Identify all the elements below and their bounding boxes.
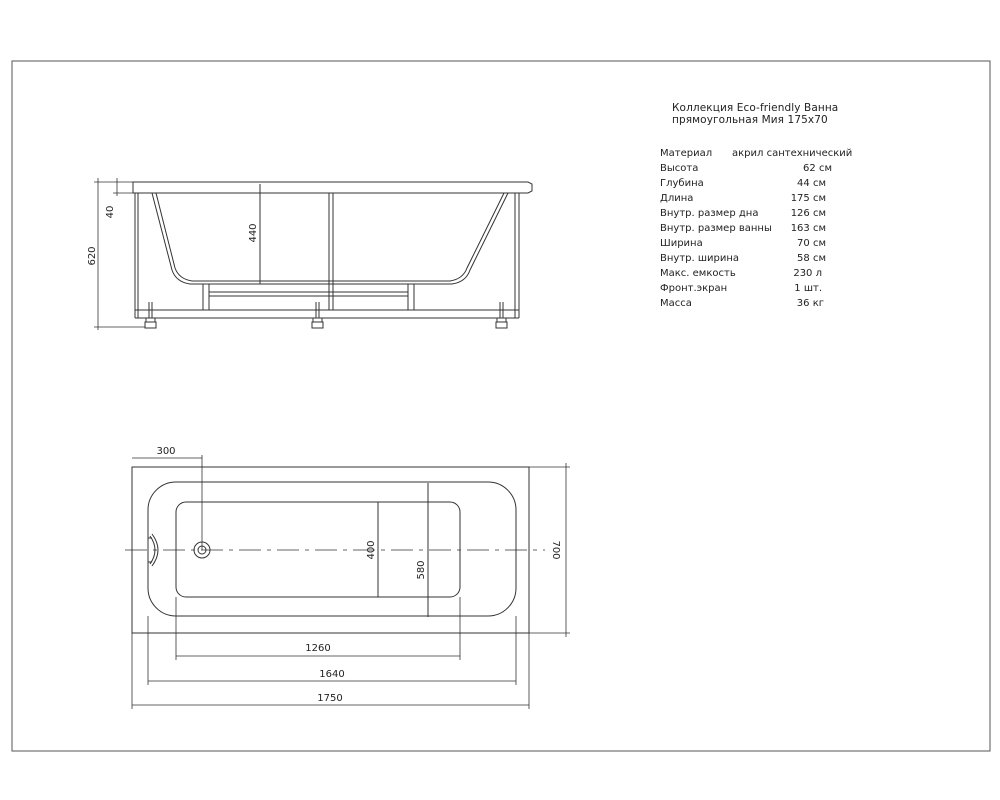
dim-total-length: 1750 [317, 693, 343, 704]
dim-total-width: 700 [550, 540, 561, 560]
spec-value: 1 шт. [794, 283, 822, 294]
spec-value: 230 л [793, 268, 822, 279]
tub-body-inner [156, 193, 504, 281]
side-view [94, 178, 532, 330]
dim-bottom-length: 1260 [305, 643, 331, 654]
spec-label: Макс. емкость [660, 268, 736, 279]
leg-left [145, 302, 156, 328]
dim-drain-offset: 300 [156, 446, 176, 457]
spec-label: Глубина [660, 178, 704, 189]
spec-value: 44 см [797, 178, 826, 189]
dim-inner-width: 580 [416, 560, 427, 580]
dim-bottom-width: 400 [366, 540, 377, 560]
spec-label: Материал [660, 148, 713, 159]
top-view [125, 455, 570, 709]
dim-total-height: 620 [87, 246, 98, 266]
spec-value: 62 см [803, 163, 832, 174]
spec-value: 58 см [797, 253, 826, 264]
title-line-1: Коллекция Eco-friendly Ванна [672, 102, 839, 114]
spec-label: Внутр. размер дна [660, 208, 759, 219]
sheet-border [12, 61, 990, 751]
spec-value: 175 см [790, 193, 826, 204]
spec-value: 36 кг [796, 298, 824, 309]
rim-outline [133, 182, 532, 193]
spec-value: акрил сантехнический [732, 148, 853, 159]
spec-value: 126 см [790, 208, 826, 219]
title-line-2: прямоугольная Мия 175х70 [672, 114, 828, 126]
spec-label: Внутр. размер ванны [660, 223, 772, 234]
dim-rim: 40 [105, 205, 116, 219]
spec-label: Масса [660, 298, 692, 309]
spec-label: Ширина [660, 238, 703, 249]
spec-value: 70 см [797, 238, 826, 249]
leg-right [496, 302, 507, 328]
tub-body [152, 193, 508, 284]
leg-middle [312, 302, 323, 328]
bottom-outline [176, 502, 460, 597]
spec-label: Высота [660, 163, 699, 174]
dim-inner-length: 1640 [319, 669, 345, 680]
spec-label: Длина [660, 193, 694, 204]
spec-label: Фронт.экран [660, 283, 728, 294]
spec-value: 163 см [790, 223, 826, 234]
spec-label: Внутр. ширина [660, 253, 740, 264]
dim-depth: 440 [248, 223, 259, 243]
